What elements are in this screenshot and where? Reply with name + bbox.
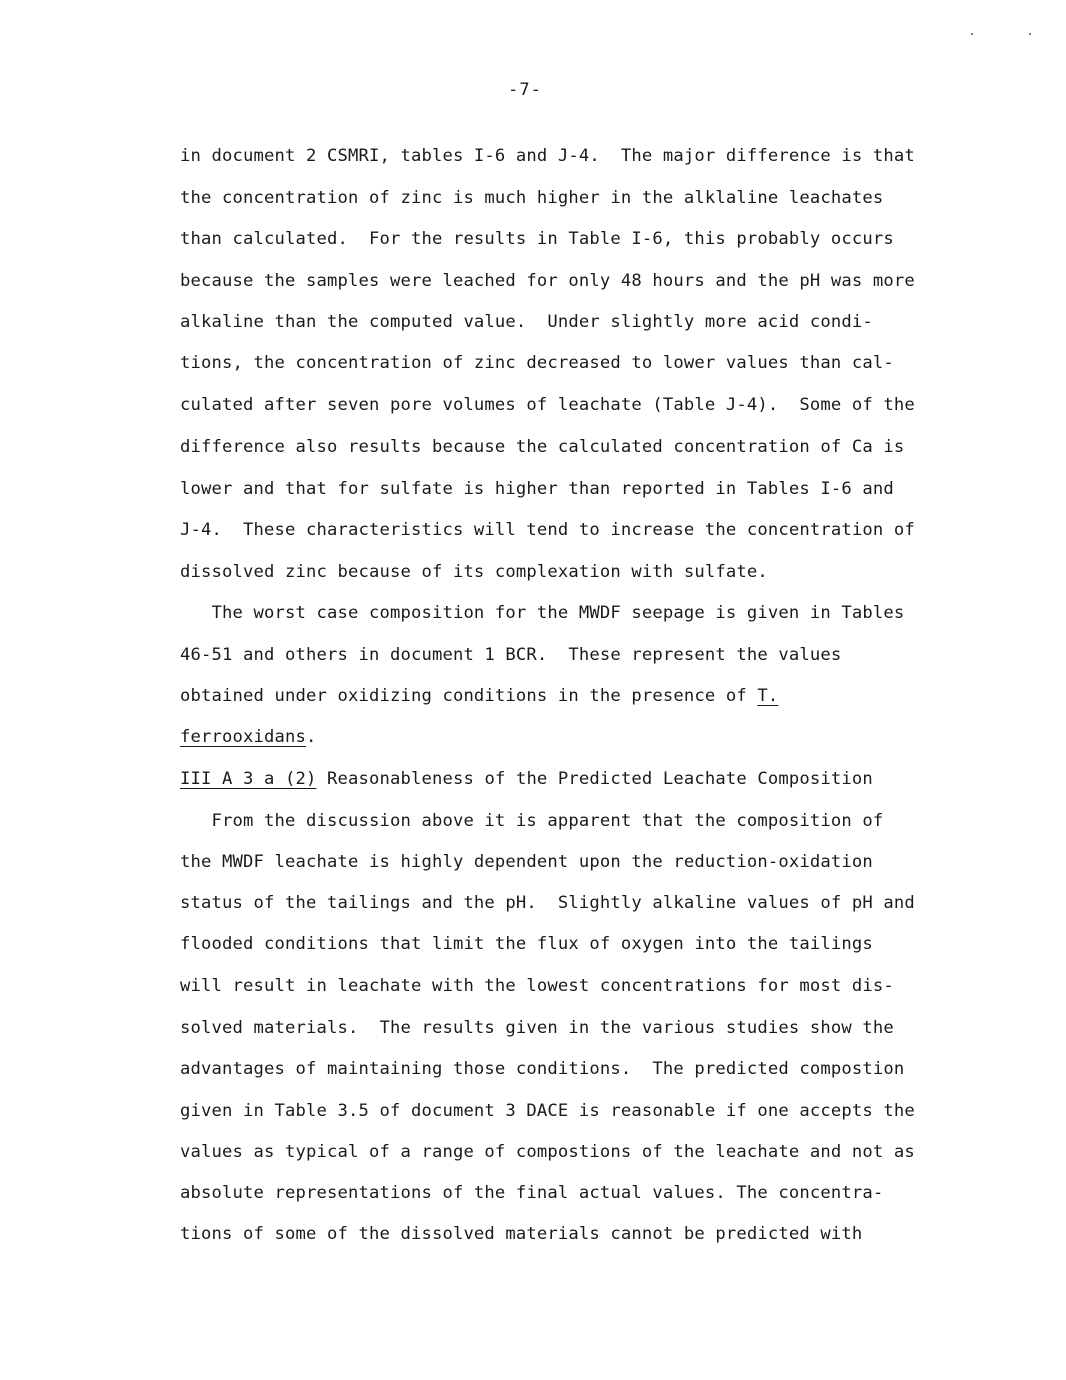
- text-line: will result in leachate with the lowest concentrations for most dis-: [180, 976, 894, 996]
- text-line: culated after seven pore volumes of leachate (Table J-4). Some of the: [180, 395, 915, 415]
- text-line: J-4. These characteristics will tend to increase the concentration of: [180, 520, 915, 540]
- scan-speck: [1029, 33, 1031, 35]
- text-line: than calculated. For the results in Table I-6, this probably occurs: [180, 229, 894, 249]
- page-number: -7-: [508, 80, 542, 100]
- scan-speck: [971, 33, 973, 35]
- section-title: Reasonableness of the Predicted Leachate Composition: [316, 769, 873, 789]
- text-line: The worst case composition for the MWDF seepage is given in Tables: [180, 603, 905, 623]
- text-line: [180, 684, 778, 708]
- text-line: solved materials. The results given in the various studies show the: [180, 1018, 894, 1038]
- text-line: status of the tailings and the pH. Slightly alkaline values of pH and: [180, 893, 915, 913]
- text-line: dissolved zinc because of its complexation with sulfate.: [180, 562, 768, 582]
- text-line: flooded conditions that limit the flux of oxygen into the tailings: [180, 934, 873, 954]
- text-line: the MWDF leachate is highly dependent upon the reduction-oxidation: [180, 852, 873, 872]
- text-line: values as typical of a range of compostions of the leachate and not as: [180, 1142, 915, 1162]
- section-number: III A 3 a (2): [180, 769, 317, 789]
- text-line: absolute representations of the final actual values. The concentra-: [180, 1183, 884, 1203]
- text-span: obtained under oxidizing conditions in the presence of: [180, 686, 758, 706]
- text-line: alkaline than the computed value. Under slightly more acid condi-: [180, 312, 873, 332]
- text-line: in document 2 CSMRI, tables I-6 and J-4. The major difference is that: [180, 146, 915, 166]
- text-line: lower and that for sulfate is higher than reported in Tables I-6 and: [180, 479, 894, 499]
- text-line: difference also results because the calculated concentration of Ca is: [180, 437, 905, 457]
- text-line: given in Table 3.5 of document 3 DACE is reasonable if one accepts the: [180, 1101, 915, 1121]
- text-line: because the samples were leached for only 48 hours and the pH was more: [180, 271, 915, 291]
- text-line: tions of some of the dissolved materials cannot be predicted with: [180, 1224, 863, 1244]
- text-line: From the discussion above it is apparent that the composition of: [180, 811, 884, 831]
- section-heading: [180, 767, 873, 791]
- genus-name: T.: [757, 686, 779, 706]
- species-name: ferrooxidans: [180, 727, 306, 747]
- text-line: [180, 725, 316, 749]
- text-line: advantages of maintaining those conditions. The predicted compostion: [180, 1059, 905, 1079]
- text-line: 46-51 and others in document 1 BCR. These represent the values: [180, 645, 842, 665]
- text-line: the concentration of zinc is much higher in the alklaline leachates: [180, 188, 884, 208]
- text-span: .: [305, 727, 317, 747]
- text-line: tions, the concentration of zinc decreased to lower values than cal-: [180, 353, 894, 373]
